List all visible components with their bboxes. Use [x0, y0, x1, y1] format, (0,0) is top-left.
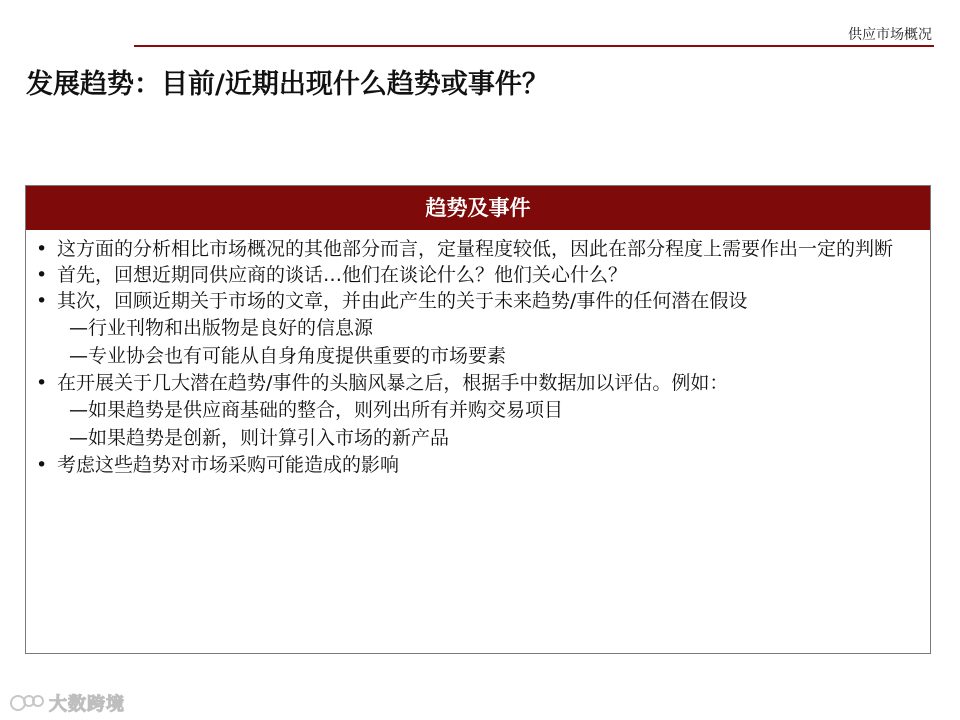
- bullet-icon: •: [36, 238, 48, 260]
- bullet-text: 考虑这些趋势对市场采购可能造成的影响: [57, 454, 400, 476]
- sub-item: —如果趋势是供应商基础的整合，则列出所有并购交易项目: [69, 399, 564, 421]
- sub-item: —专业协会也有可能从自身角度提供重要的市场要素: [69, 345, 507, 367]
- bullet-icon: •: [36, 264, 48, 286]
- section-label: 供应市场概况: [848, 27, 932, 43]
- page-title: 发展趋势：目前/近期出现什么趋势或事件？: [26, 69, 549, 100]
- bullet-icon: •: [36, 372, 48, 394]
- bullet-text: 首先，回想近期同供应商的谈话…他们在谈论什么？他们关心什么？: [57, 264, 628, 286]
- watermark-text: 大数跨境: [49, 694, 125, 715]
- watermark-logo-icon: [9, 692, 45, 714]
- bullet-list: [26, 230, 930, 478]
- bullet-item: [34, 452, 922, 478]
- bullet-item: [34, 370, 922, 396]
- watermark: [9, 690, 125, 716]
- bullet-item: [34, 236, 922, 262]
- bullet-icon: •: [36, 290, 48, 312]
- sub-item: —行业刊物和出版物是良好的信息源: [69, 317, 374, 339]
- sub-item: —如果趋势是创新，则计算引入市场的新产品: [69, 427, 450, 449]
- trends-panel: [25, 185, 931, 654]
- bullet-text: 其次，回顾近期关于市场的文章，并由此产生的关于未来趋势/事件的任何潜在假设: [57, 290, 748, 312]
- bullet-text: 这方面的分析相比市场概况的其他部分而言，定量程度较低，因此在部分程度上需要作出一定的判断: [57, 238, 894, 260]
- header-rule: [134, 45, 934, 47]
- panel-header: 趋势及事件: [26, 186, 930, 230]
- bullet-text: 在开展关于几大潜在趋势/事件的头脑风暴之后，根据手中数据加以评估。例如：: [57, 372, 729, 394]
- bullet-item: [34, 262, 922, 288]
- bullet-icon: •: [36, 454, 48, 476]
- bullet-item: [34, 288, 922, 314]
